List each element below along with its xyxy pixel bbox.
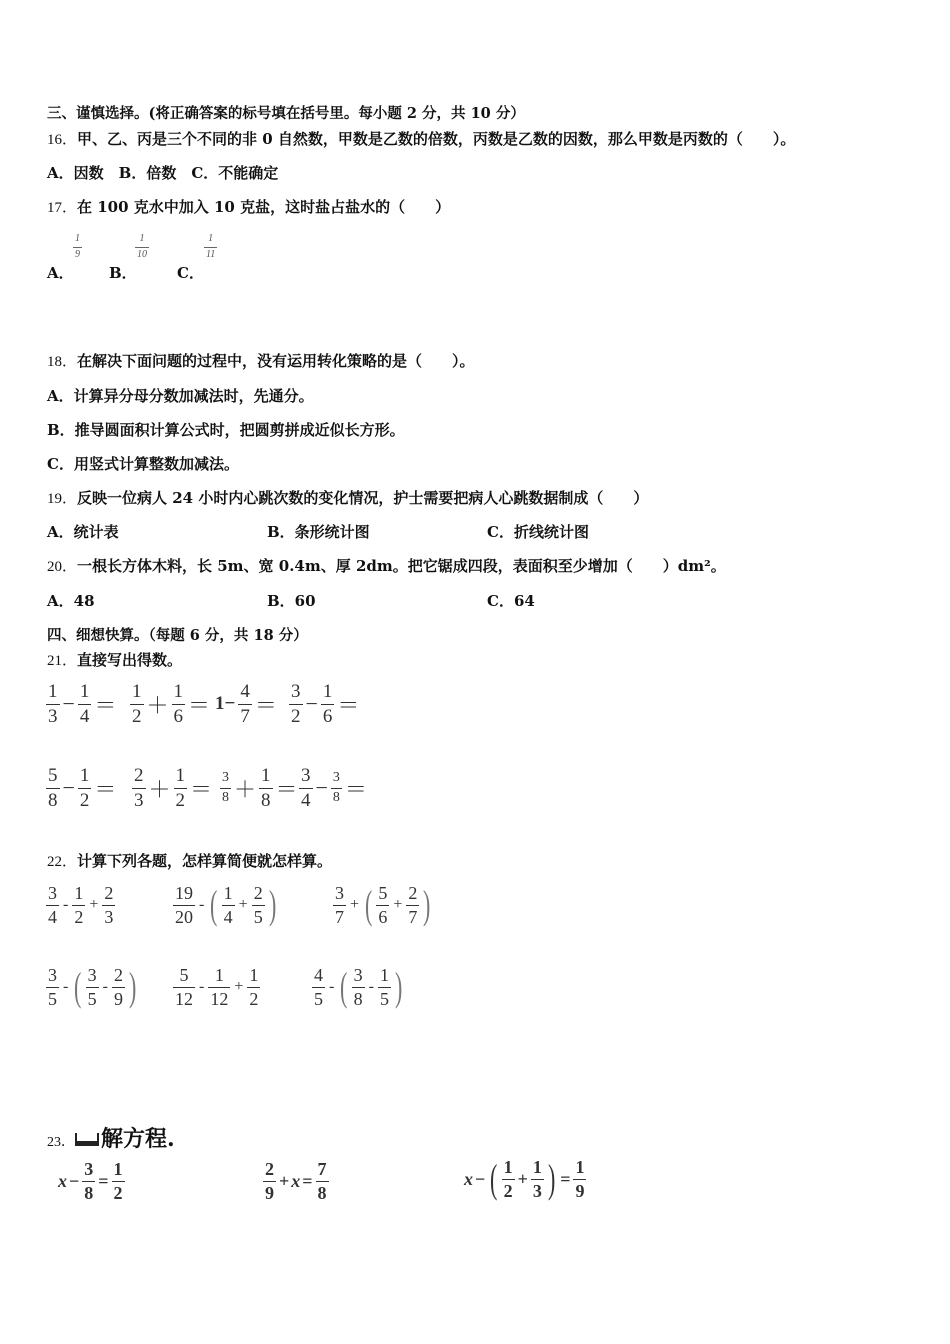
question-text: 反映一位病人 24 小时内心跳次数的变化情况，护士需要把病人心跳数据制成（ ） (77, 489, 649, 507)
question-20 (47, 555, 726, 576)
question-number: 18． (47, 354, 78, 370)
calc-expression: 1− $\frac{4}{7}$ ＝ (215, 681, 277, 727)
question-number: 16． (47, 132, 78, 148)
option-b-label: B． (109, 264, 137, 282)
right-paren: ) (394, 964, 403, 1010)
question-16 (47, 128, 795, 149)
question-number: 19． (47, 491, 78, 507)
calc-expression: $\frac{4}{5}$ - ( $\frac{3}{8}$ - $\frac{1}{5}$ ) (314, 964, 403, 1010)
left-paren: ( (74, 964, 82, 1010)
question-text: 在 100 克水中加入 10 克盐，这时盐占盐水的（ ） (77, 198, 451, 216)
option-c-fraction: $\frac{1}{11}$ (206, 233, 216, 260)
question-23 (47, 1122, 175, 1153)
calc-expression: $\frac{3}{5}$ - ( $\frac{3}{5}$ - $\frac{2}{9}$ ) (48, 964, 137, 1010)
input-box-icon (75, 1133, 99, 1146)
left-paren: ( (210, 882, 218, 928)
calc-expression: $\frac{5}{8}$ − $\frac{1}{2}$ ＝ (48, 765, 117, 811)
question-text: 在解决下面问题的过程中，没有运用转化策略的是（ ）。 (77, 352, 475, 370)
calc-expression: $\frac{3}{2}$ − $\frac{1}{6}$ ＝ (291, 681, 360, 727)
question-text: 计算下列各题，怎样算简便就怎样算。 (77, 852, 333, 870)
question-16-options: A．因数 B．倍数 C．不能确定 (47, 164, 279, 182)
question-number: 22． (47, 854, 78, 870)
option-b-fraction: $\frac{1}{10}$ (137, 233, 147, 260)
question-text: 解方程. (101, 1126, 175, 1152)
option-c-label: C． (177, 264, 204, 282)
question-number: 17． (47, 200, 78, 216)
calc-expression: $\frac{3}{4}$ − $\frac{3}{8}$ ＝ (301, 765, 367, 811)
calc-expression: $\frac{3}{8}$ ＋ $\frac{1}{8}$ ＝ (222, 765, 298, 811)
question-17 (47, 196, 450, 217)
calc-expression: $\frac{5}{12}$ - $\frac{1}{12}$ + $\frac{1}{2}$ (175, 965, 259, 1009)
left-paren: ( (490, 1156, 498, 1202)
equation-1: x − $\frac{3}{8}$ = $\frac{1}{2}$ (58, 1159, 123, 1203)
calc-expression: $\frac{3}{4}$ - $\frac{1}{2}$ + $\frac{2}{3}$ (48, 883, 114, 927)
question-19-option-c: C．折线统计图 (487, 523, 589, 541)
question-18 (47, 350, 475, 371)
question-18-option-a: A．计算异分母分数加减法时，先通分。 (47, 387, 314, 405)
calc-expression: $\frac{19}{20}$ - ( $\frac{1}{4}$ + $\frac{2}{5}$ ) (175, 882, 277, 928)
question-number: 21． (47, 653, 78, 669)
option-a-fraction: $\frac{1}{9}$ (75, 233, 80, 260)
question-text: 直接写出得数。 (77, 651, 183, 669)
question-number: 20． (47, 559, 78, 575)
calc-expression: $\frac{1}{3}$ − $\frac{1}{4}$ ＝ (48, 681, 117, 727)
question-number: 23． (47, 1135, 75, 1150)
left-paren: ( (340, 964, 348, 1010)
question-20-option-a: A．48 (47, 592, 95, 610)
question-18-option-c: C．用竖式计算整数加减法。 (47, 455, 239, 473)
right-paren: ) (423, 882, 431, 928)
question-20-option-c: C．64 (487, 592, 535, 610)
calc-expression: $\frac{2}{3}$ ＋ $\frac{1}{2}$ ＝ (134, 765, 213, 811)
right-paren: ) (268, 882, 277, 928)
question-19-option-b: B．条形统计图 (267, 523, 370, 541)
right-paren: ) (128, 964, 137, 1010)
question-19 (47, 487, 648, 508)
question-20-option-b: B．60 (267, 592, 316, 610)
question-18-option-b: B．推导圆面积计算公式时，把圆剪拼成近似长方形。 (47, 421, 405, 439)
question-19-option-a: A．统计表 (47, 523, 119, 541)
section-3-heading: 三、谨慎选择。(将正确答案的标号填在括号里。每小题 2 分，共 10 分） (47, 105, 525, 122)
option-a-label: A． (47, 264, 74, 282)
question-text: 甲、乙、丙是三个不同的非 0 自然数，甲数是乙数的倍数，丙数是乙数的因数，那么甲数是丙数的（ ）。 (77, 130, 796, 148)
section-4-heading: 四、细想快算。（每题 6 分，共 18 分） (47, 627, 308, 644)
question-text: 一根长方体木料，长 5m、宽 0.4m、厚 2dm。把它锯成四段，表面积至少增加（ ）dm²。 (77, 557, 726, 575)
calc-expression: $\frac{3}{7}$ + ( $\frac{5}{6}$ + $\frac{2}{7}$ ) (335, 882, 431, 928)
question-22 (47, 850, 332, 871)
equation-2: $\frac{2}{9}$ + x = $\frac{7}{8}$ (265, 1159, 327, 1203)
question-21 (47, 649, 182, 670)
equation-3: x − ( $\frac{1}{2}$ + $\frac{1}{3}$ ) = $\frac{1}{9}$ (464, 1156, 585, 1202)
left-paren: ( (365, 882, 373, 928)
right-paren: ) (547, 1156, 556, 1202)
calc-expression: $\frac{1}{2}$ ＋ $\frac{1}{6}$ ＝ (132, 681, 211, 727)
